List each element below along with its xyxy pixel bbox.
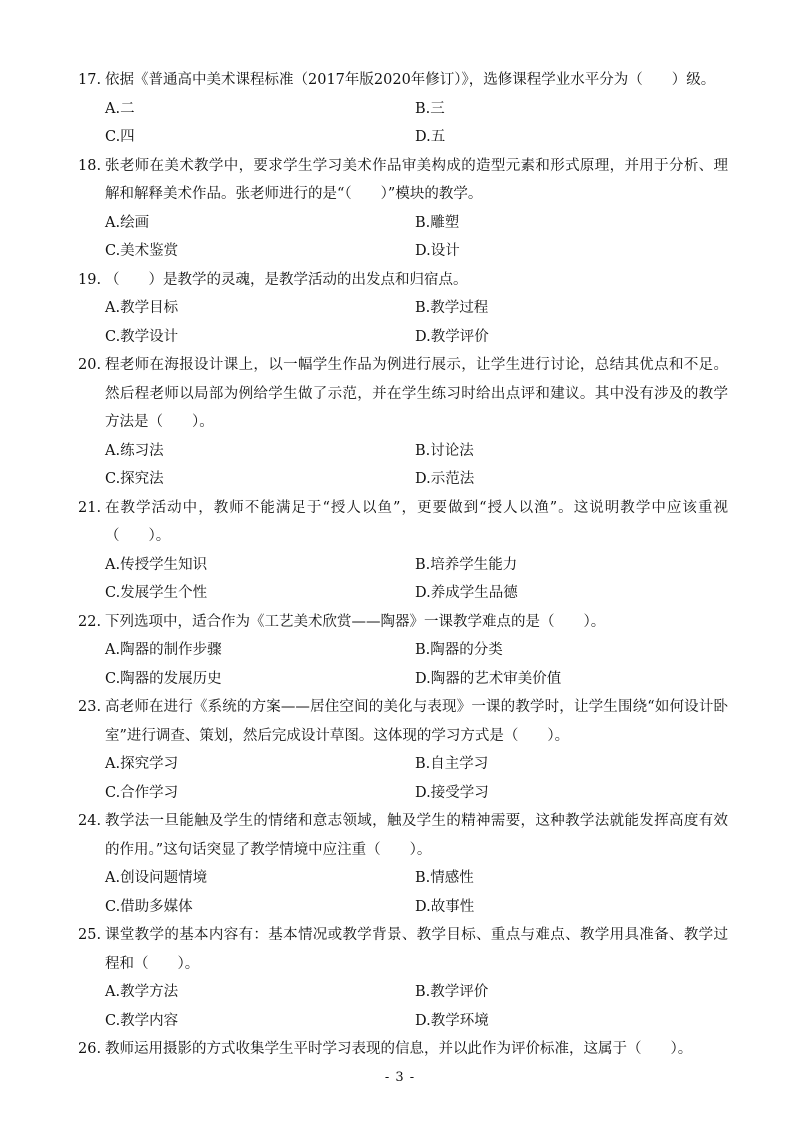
question-number: 23.	[78, 699, 102, 715]
question-stem	[78, 152, 728, 209]
page-number: - 3 -	[384, 1070, 416, 1085]
option-grid	[78, 636, 728, 693]
question-18	[78, 152, 728, 266]
question-stem	[78, 921, 728, 978]
question-number: 18.	[78, 157, 102, 174]
option-d: D.示范法	[415, 471, 475, 487]
option-a: A.练习法	[105, 442, 164, 459]
question-text: 依据《普通高中美术课程标准（2017年版2020年修订）》，选修课程学业水平分为（ ）级。	[105, 72, 716, 88]
question-number: 24.	[78, 813, 102, 829]
option-c: C.美术鉴赏	[105, 243, 179, 259]
question-text: 下列选项中，适合作为《工艺美术欣赏——陶器》一课教学难点的是（ ）。	[105, 613, 606, 630]
option-a: A.探究学习	[105, 756, 179, 772]
question-text: 张老师在美术教学中，要求学生学习美术作品审美构成的造型元素和形式原理，并用于分析、理解和解释美术作品。张老师进行的是“（ ）”模块的教学。	[105, 157, 728, 202]
option-grid	[78, 864, 728, 921]
option-c: C.教学设计	[105, 328, 179, 345]
question-19	[78, 266, 728, 352]
option-b: B.情感性	[415, 870, 474, 886]
question-stem	[78, 608, 728, 637]
option-a: A.教学目标	[105, 300, 179, 316]
question-stem	[78, 266, 728, 295]
option-grid	[78, 551, 728, 608]
option-d: D.教学评价	[415, 328, 489, 345]
option-a: A.二	[105, 100, 135, 117]
option-d: D.故事性	[415, 898, 475, 915]
option-a: A.陶器的制作步骤	[105, 642, 222, 658]
option-grid	[78, 978, 728, 1035]
option-d: D.教学环境	[415, 1012, 489, 1029]
option-b: B.三	[415, 100, 445, 117]
option-c: C.陶器的发展历史	[105, 670, 222, 687]
option-b: B.教学评价	[415, 984, 489, 1000]
option-b: B.自主学习	[415, 756, 489, 772]
question-number: 26.	[78, 1041, 102, 1057]
option-c: C.四	[105, 129, 135, 145]
option-d: D.设计	[415, 243, 460, 259]
question-text: 教师运用摄影的方式收集学生平时学习表现的信息，并以此作为评价标准，这属于（ ）。	[105, 1041, 693, 1057]
option-a: A.绘画	[105, 214, 150, 231]
option-d: D.陶器的艺术审美价值	[415, 670, 562, 687]
option-b: B.陶器的分类	[415, 642, 503, 658]
question-list	[78, 66, 728, 1064]
option-grid	[78, 750, 728, 807]
question-number: 21.	[78, 499, 102, 516]
question-number: 19.	[78, 271, 102, 288]
question-text: （ ）是教学的灵魂，是教学活动的出发点和归宿点。	[105, 271, 468, 288]
question-text: 课堂教学的基本内容有：基本情况或教学背景、教学目标、重点与难点、教学用具准备、教学过程和（ ）。	[105, 927, 728, 972]
option-a: A.教学方法	[105, 984, 179, 1000]
option-grid	[78, 209, 728, 266]
question-24	[78, 807, 728, 921]
question-number: 25.	[78, 927, 102, 943]
question-text: 高老师在进行《系统的方案——居住空间的美化与表现》一课的教学时，让学生围绕“如何设计卧室”进行调查、策划，然后完成设计草图。这体现的学习方式是（ ）。	[105, 699, 728, 744]
question-22	[78, 608, 728, 694]
option-d: D.接受学习	[415, 784, 489, 801]
option-c: C.教学内容	[105, 1012, 179, 1029]
option-b: B.教学过程	[415, 300, 489, 316]
question-stem	[78, 1035, 728, 1064]
question-stem	[78, 66, 728, 95]
question-stem	[78, 807, 728, 864]
option-a: A.创设问题情境	[105, 870, 208, 886]
option-c: C.发展学生个性	[105, 585, 208, 601]
option-c: C.借助多媒体	[105, 898, 193, 915]
question-25	[78, 921, 728, 1035]
option-grid	[78, 95, 728, 152]
question-text: 在教学活动中，教师不能满足于“授人以鱼”，更要做到“授人以渔”。这说明教学中应该重视（ ）。	[105, 499, 728, 544]
option-d: D.养成学生品德	[415, 585, 518, 601]
question-23	[78, 693, 728, 807]
question-26	[78, 1035, 728, 1064]
option-c: C.合作学习	[105, 784, 179, 801]
question-stem	[78, 693, 728, 750]
question-number: 17.	[78, 72, 102, 88]
question-21	[78, 494, 728, 608]
question-20	[78, 351, 728, 494]
option-grid	[78, 437, 728, 494]
question-text: 程老师在海报设计课上，以一幅学生作品为例进行展示，让学生进行讨论，总结其优点和不足。然后程老师以局部为例给学生做了示范，并在学生练习时给出点评和建议。其中没有涉及的教学方法是（ ）。	[105, 357, 728, 430]
option-a: A.传授学生知识	[105, 556, 208, 573]
option-c: C.探究法	[105, 471, 164, 487]
question-number: 20.	[78, 357, 102, 373]
question-number: 22.	[78, 613, 102, 630]
option-grid	[78, 294, 728, 351]
option-d: D.五	[415, 129, 446, 145]
option-b: B.培养学生能力	[415, 556, 518, 573]
question-17	[78, 66, 728, 152]
question-stem	[78, 494, 728, 551]
question-text: 教学法一旦能触及学生的情绪和意志领域，触及学生的精神需要，这种教学法就能发挥高度有效的作用。”这句话突显了教学情境中应注重（ ）。	[105, 813, 728, 858]
question-stem	[78, 351, 728, 437]
option-b: B.雕塑	[415, 214, 460, 231]
option-b: B.讨论法	[415, 442, 474, 459]
